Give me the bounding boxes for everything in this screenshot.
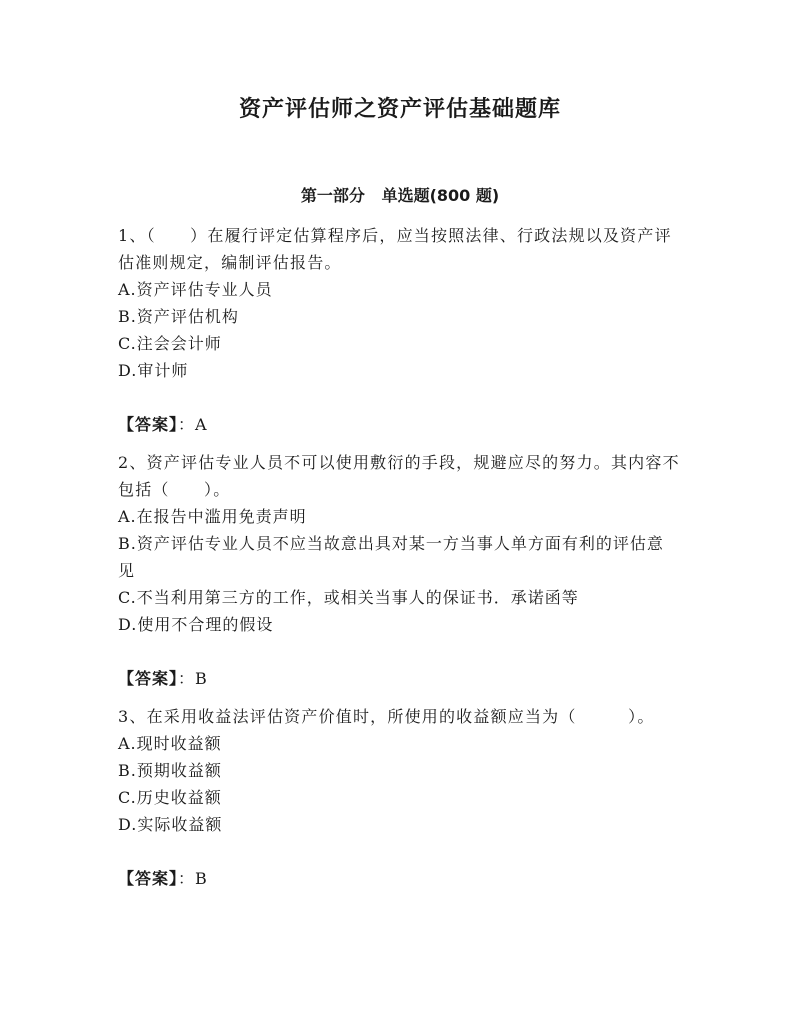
question-3 [118, 703, 680, 892]
section-heading [0, 183, 800, 206]
question-list [118, 222, 680, 903]
section-name: 单选题(800 题) [381, 186, 500, 205]
question-stem: 2、资产评估专业人员不可以使用敷衍的手段，规避应尽的努力。其内容不包括（ ）。 [118, 453, 680, 499]
option-a: A.现时收益额 [118, 734, 222, 753]
option-c: C.不当利用第三方的工作，或相关当事人的保证书．承诺函等 [118, 588, 579, 607]
option-b: B.预期收益额 [118, 761, 222, 780]
answer-separator: ： [178, 869, 196, 888]
answer-separator: ： [178, 669, 196, 688]
section-part: 第一部分 [300, 186, 365, 205]
option-b: B.资产评估机构 [118, 307, 239, 326]
question-1 [118, 222, 680, 438]
answer-line [118, 411, 680, 438]
document-title: 资产评估师之资产评估基础题库 [238, 97, 561, 122]
question-stem: 3、在采用收益法评估资产价值时，所使用的收益额应当为（ ）。 [118, 707, 655, 726]
option-d: D.使用不合理的假设 [118, 615, 274, 634]
answer-label: 【答案】 [118, 869, 179, 888]
answer-line [118, 665, 680, 692]
answer-value: B [195, 869, 208, 888]
option-c: C.历史收益额 [118, 788, 222, 807]
option-c: C.注会会计师 [118, 334, 222, 353]
question-2 [118, 449, 680, 692]
answer-value: A [195, 415, 208, 434]
answer-label: 【答案】 [118, 415, 179, 434]
answer-line [118, 865, 680, 892]
option-d: D.审计师 [118, 361, 189, 380]
option-b: B.资产评估专业人员不应当故意出具对某一方当事人单方面有利的评估意见 [118, 534, 664, 580]
option-d: D.实际收益额 [118, 815, 223, 834]
answer-value: B [195, 669, 208, 688]
option-a: A.资产评估专业人员 [118, 280, 273, 299]
answer-label: 【答案】 [118, 669, 179, 688]
option-a: A.在报告中滥用免责声明 [118, 507, 307, 526]
question-stem: 1、（ ）在履行评定估算程序后，应当按照法律、行政法规以及资产评估准则规定，编制评估报告。 [118, 226, 672, 272]
answer-separator: ： [178, 415, 196, 434]
